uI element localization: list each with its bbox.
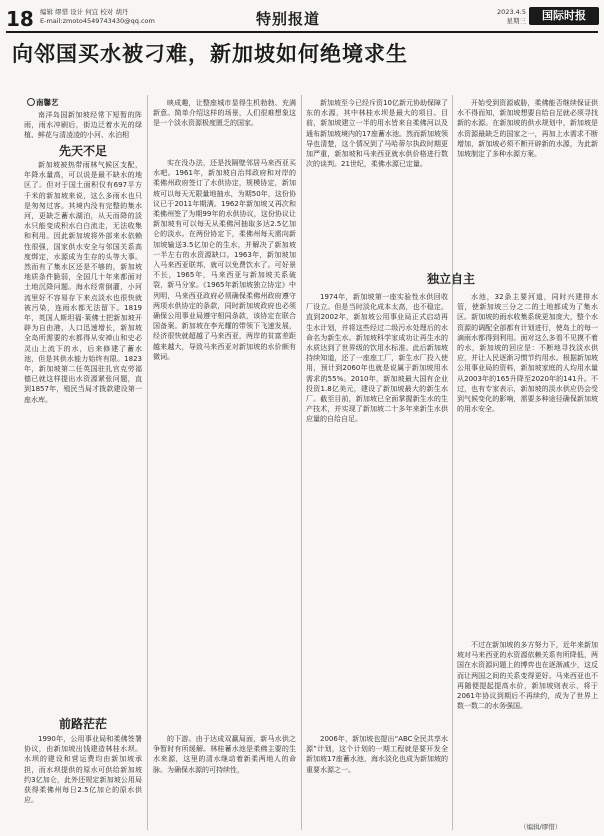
article-column-2-end — [153, 734, 296, 830]
article-column-3-body — [306, 292, 448, 732]
article-column-4-body — [457, 292, 598, 632]
column-divider — [147, 95, 148, 830]
paragraph: 新加坡至今已经斥资10亿新元协助保障了东的水源，其中林桂水坝是最大的项目。目前，新加坡建立一半的用水皆来自柔佛河以及通布新加坡境内的17座蓄水池。然而新加坡领导也清楚，这个情况到了马哈蒂尔执政时期更加严重，新加坡和马来西亚就水供价格进行数次的谈判。21世纪，柔佛水源已定量。 — [306, 99, 448, 169]
paragraph: 新加坡被热带雨林气候区支配，年降水量高，可以说是最不缺水的地区了。但对于国土面积仅有697平方千米的新加坡来说，这么多雨水也只是匆匆过客。其境内没有完整的集水河，更缺乏蓄水湖泊，从天而降的淡水只能变成积水白白流走，无法收集和利用。因此新加坡将外部来水依赖性很强，国家供水安全与邻国关系高度绑定，水源成为生存的头等大事。然而有了集水区还是不够的，新加坡地质条件脆弱，全国几十年来都面对土地沉降问题。海水经常倒灌，小河流里好不容易存下来点淡水也很快就被污染，连雨水都无法留下。1819年，英国人斯坦福·莱佛士把新加坡开辟为自由港，人口迅速增长，新加坡全岛所需要的水都得从安禅山和史必灵山上流下的水，后来修建了蓄水池，但是其供水能力始终有限。1823年，新加坡第二任英国驻扎官克劳福德已就这样提出水资源紧张问题，直到1857年，殖民当局才拨款建设第一座水库。 — [24, 161, 142, 404]
paragraph: 实在没办法，还是找隔壁邻居马来西亚买水吧。1961年，新加坡自治邦政府和对岸的柔佛州政府签订了水供协定，规模协定，新加坡可以每天无限量地抽水，为期50年，这份协议已于2011年期满。1962年新加坡又再次和柔佛州签了为期99年的水供协议，这份协议让新加坡有可以每天从柔佛河抽取多达2.5亿加仑的淡水。在两份协定下，柔佛州每天需向新加坡输送3.5亿加仑的生水，并解决了新加坡一半左右的水资源缺口。1963年，新加坡加入马来西亚联邦，就可以免费饮水了。可好景不长，1965年，马来西亚与新加坡关系破裂，新马分家。《1965年新加坡独立协定》中列明，马来西亚政府必须确保柔佛州政府遵守两项水供协定的条款，同时新加坡政府也必须确保公用事业局遵守相同条款，该协定在联合国备案。新加坡在李光耀的带领下飞速发展，经济很快就超越了马来西亚，两岸的贫富差距越来越大，导致马来西亚对新加坡的水价颇有微词。 — [153, 159, 296, 361]
article-column-3-intro — [306, 98, 448, 266]
article-column-4-intro — [457, 98, 598, 266]
author-note: （编辑/缪惜） — [520, 823, 562, 831]
paragraph: 2006年，新加坡也提出“ABC全民共享水源”计划，这个计划的一期工程就是要开发全新加坡17座蓄水池，海水淡化也成为新加坡的重要水源之一。 — [306, 735, 448, 774]
column-divider — [301, 95, 302, 830]
paragraph: 水池，32条主要河道，同时兴建排水管，使新加坡三分之二的土地都成为了集水区。新加坡的雨水收集系统更加庞大，整个水资源的调配全部都有计划进行，使岛上的每一滴雨水都得到利用。面对这么多看不见摸不着的水，新加坡的回应是：不断地寻找淡水供应，并让人民逐渐习惯节约用水。根据新加坡公用事业局的资料，新加坡家庭的人均用水量从2003年的165升降至2020年的141升。不过，也有专家表示，新加坡的淡水供应仍会受到气候变化的影响，需要多种途径确保新加坡的用水安全。 — [457, 293, 598, 414]
paragraph: 的下游。由于达成双赢局面，新马水供之争暂时有所缓解。林桂蓄水池是柔佛主要的生水来源，这里的清水继动着新柔两地人的命脉。为确保水源的可持续性， — [153, 735, 296, 774]
byline: 南馨艺 — [36, 98, 59, 107]
article-column-1-end — [24, 734, 142, 830]
subheading-2: 前路茫茫 — [58, 717, 107, 731]
paragraph: 开始受到资源威胁，柔佛能否继续保证供水不得而知，新加坡想要自给自足就必须寻找新的水源。在新加坡的供水规划中，新加坡是水资源最缺乏的国家之一，再加上水需求不断增加，新加坡必须不断开辟新的水源，为此新加坡制定了多种水源方案。 — [457, 99, 598, 159]
page-number: 18 — [6, 7, 34, 31]
article-column-4-end — [457, 640, 598, 820]
paragraph: 不过在新加坡的多方努力下，近年来新加坡对马来西亚的水资源依赖关系有所降低，两国在水资源问题上的博弈也在逐渐减少，这反而让两国之间的关系变得更好。马来西亚也不再随便提起提高水价，新加坡则表示，将于2061年协议到期后不再续约，成为了世界上数一数二的水务强国。 — [457, 641, 598, 711]
header-rule — [6, 31, 598, 33]
paragraph: 1974年，新加坡第一座实验性水供回收厂设立。但是当时淡化成本太高，也不稳定。直到2002年，新加坡公用事业局正式启动再生水计划，并将这些经过二级污水处理后的水命名为新生水。新加坡科学家成功让再生水的水质达到了世界级的饮用水标准。此后新加坡持续知道，还了一座座工厂，新生水厂投入使用，预计到2060年也就是说属于新加坡用水需求的55%。2010年，新加坡最大国有企业投资1.8亿美元，建设了新加坡最大的新生水厂。截至目前，新加坡已全面掌握新生水的生产技术，并实现了新加坡二十多年来新生水供应量的自给自足。 — [306, 293, 448, 424]
editor-credits — [40, 8, 155, 26]
column-divider — [452, 95, 453, 830]
issue-date — [466, 8, 526, 26]
editor-email: E-mail:zmoto4549743430@qq.com — [40, 17, 155, 25]
paragraph: 南洋岛国新加坡经常下短暂的阵雨，雨水冲刷后，街边泛着水光的绿植、鲜花与清凌凌的小河、水泊相 — [24, 111, 142, 140]
subheading-3: 独立自主 — [426, 272, 475, 286]
weekday-text: 星期三 — [506, 17, 526, 25]
subheading-1: 先天不足 — [58, 144, 107, 158]
page-header — [6, 5, 598, 31]
paragraph: 映成趣，让整座城市显得生机勃勃、充满新意。简单介绍这样的场景，人们很难想象这是一个淡水资源极度匮乏的国家。 — [153, 99, 296, 128]
article-column-1-body — [24, 160, 142, 710]
newspaper-logo: 国际时报 — [529, 7, 599, 25]
editor-line: 编辑 缪惜 设计 何宜 校对 胡丹 — [40, 8, 129, 16]
paragraph: 1990年，公用事业局和柔佛签署协议，由新加坡出钱建造林桂水坝。水坝的建设和营运费均由新加坡承担，而水坝提供的原水可供给新加坡约3亿加仑，此外还规定新加坡公用局获得柔佛州每日2.5亿加仑的原水供应。 — [24, 735, 142, 805]
article-headline: 向邻国买水被刁难，新加坡如何绝境求生 — [12, 42, 408, 66]
author-icon — [27, 98, 35, 106]
date-text: 2023.4.5 — [497, 8, 526, 16]
article-column-1-intro — [24, 110, 142, 140]
section-title: 特别报道 — [256, 10, 321, 28]
article-column-2-body — [153, 158, 296, 718]
article-column-3-end — [306, 734, 448, 830]
